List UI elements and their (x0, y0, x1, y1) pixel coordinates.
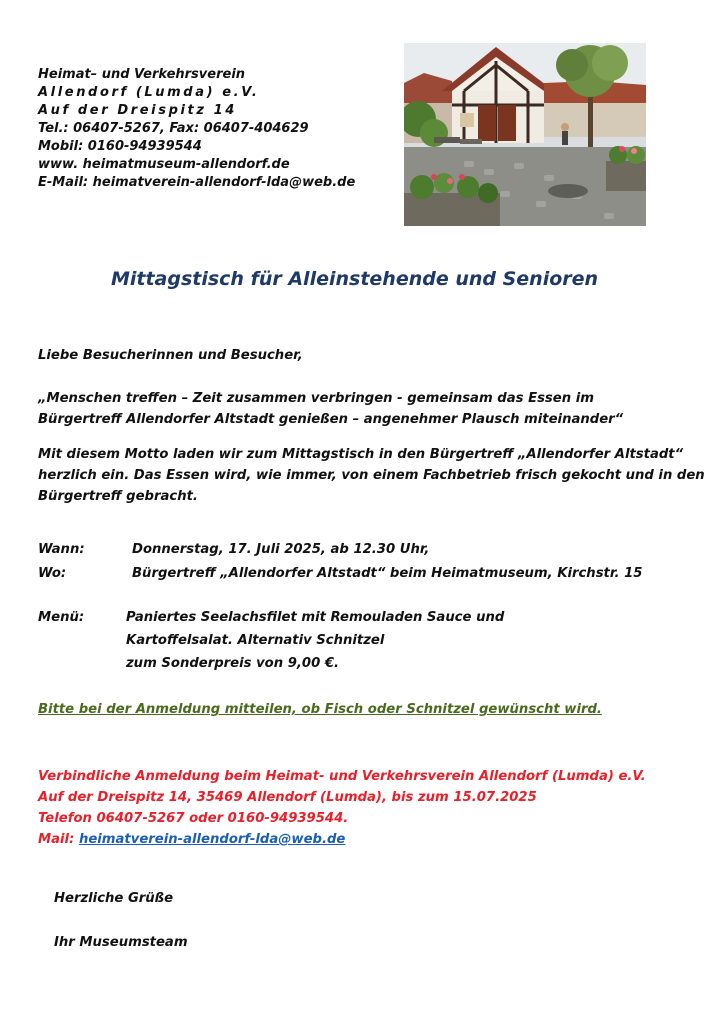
museum-courtyard-photo (404, 43, 646, 226)
association-mobile: Mobil: 0160-94939544 (38, 139, 202, 154)
registration-line-1: Verbindliche Anmeldung beim Heimat- und Verkehrsverein Allendorf (Lumda) e.V. (38, 769, 646, 784)
association-phone: Tel.: 06407-5267, Fax: 06407-404629 (38, 121, 309, 136)
where-value: Bürgertreff „Allendorfer Altstadt“ beim Heimatmuseum, Kirchstr. 15 (132, 566, 643, 581)
when-value: Donnerstag, 17. Juli 2025, ab 12.30 Uhr, (132, 542, 430, 557)
invitation-line-3: Bürgertreff gebracht. (38, 489, 198, 504)
invitation-block (38, 444, 705, 507)
menu-line-2: Kartoffelsalat. Alternativ Schnitzel (126, 633, 385, 648)
association-website: www. heimatmuseum-allendorf.de (38, 157, 290, 172)
association-location: Allendorf (Lumda) e.V. (38, 85, 260, 100)
invitation-line-2: herzlich ein. Das Essen wird, wie immer, von einem Fachbetrieb frisch gekocht und in den (38, 468, 705, 483)
mail-label: Mail: (38, 832, 75, 847)
greeting: Liebe Besucherinnen und Besucher, (38, 348, 303, 363)
registration-block (38, 766, 646, 850)
menu-label: Menü: (38, 610, 85, 625)
motto-line-2: Bürgertreff Allendorfer Altstadt genießen – angenehmer Plausch miteinander“ (38, 412, 624, 427)
page-title: Mittagstisch für Alleinstehende und Senioren (110, 268, 599, 290)
motto-block (38, 388, 623, 430)
association-street: Auf der Dreispitz 14 (38, 103, 237, 118)
association-name: Heimat– und Verkehrsverein (38, 67, 246, 82)
invitation-line-1: Mit diesem Motto laden wir zum Mittagstisch in den Bürgertreff „Allendorfer Altstadt“ (38, 447, 684, 462)
registration-mail-row (38, 829, 646, 850)
where-label: Wo: (38, 566, 67, 581)
closing-signature: Ihr Museumsteam (54, 935, 188, 950)
choice-notice: Bitte bei der Anmeldung mitteilen, ob Fisch oder Schnitzel gewünscht wird. (38, 702, 602, 717)
menu-line-1: Paniertes Seelachsfilet mit Remouladen Sauce und (126, 610, 505, 625)
motto-line-1: „Menschen treffen – Zeit zusammen verbringen - gemeinsam das Essen im (38, 391, 594, 406)
closing-greeting: Herzliche Grüße (54, 891, 174, 906)
menu-line-3: zum Sonderpreis von 9,00 €. (126, 656, 340, 671)
association-email: E-Mail: heimatverein-allendorf-lda@web.de (38, 175, 356, 190)
association-header (38, 66, 355, 192)
when-label: Wann: (38, 542, 85, 557)
registration-line-2: Auf der Dreispitz 14, 35469 Allendorf (Lumda), bis zum 15.07.2025 (38, 790, 537, 805)
mail-link[interactable]: heimatverein-allendorf-lda@web.de (78, 832, 346, 847)
registration-line-3: Telefon 06407-5267 oder 0160-94939544. (38, 811, 349, 826)
